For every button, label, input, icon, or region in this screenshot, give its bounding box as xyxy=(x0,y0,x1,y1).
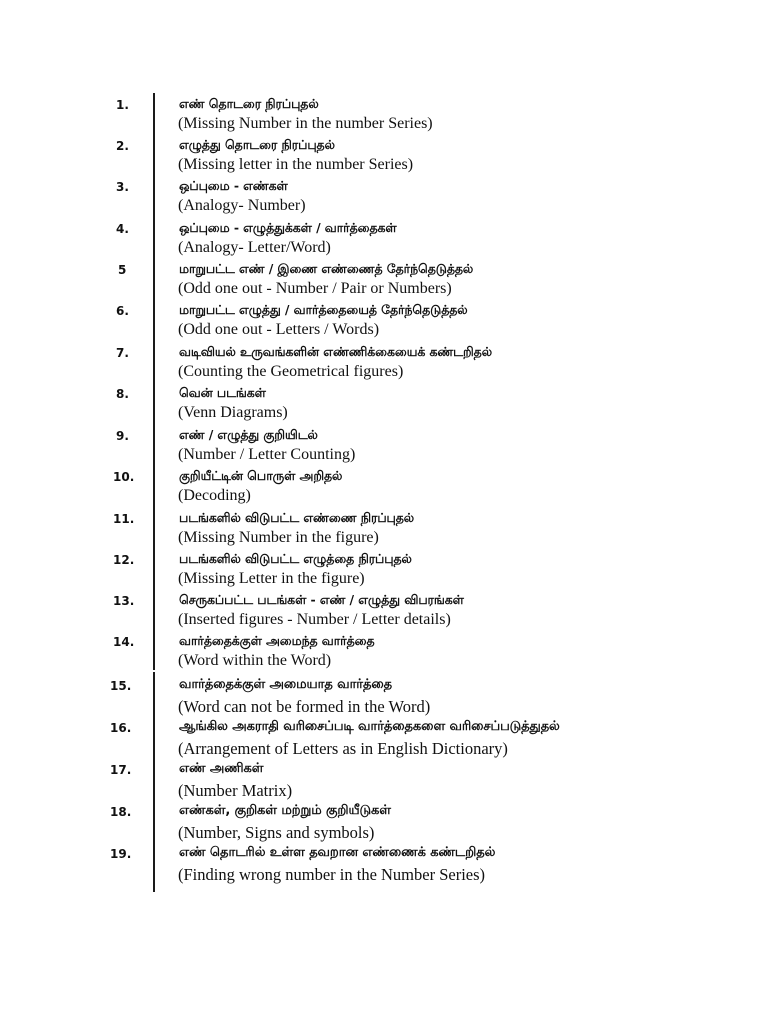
item-number: 2. xyxy=(116,139,129,153)
list-item xyxy=(0,96,768,138)
item-english-title: (Decoding) xyxy=(178,487,251,504)
item-english-title: (Odd one out - Number / Pair or Numbers) xyxy=(178,280,452,297)
list-item xyxy=(0,633,768,675)
list-item xyxy=(0,427,768,469)
item-english-title: (Missing Letter in the figure) xyxy=(178,570,365,587)
list-item xyxy=(0,468,768,510)
list-item xyxy=(0,261,768,303)
item-tamil-title: மாறுபட்ட எழுத்து / வார்த்தையைத் தேர்ந்தெடுத்தல் xyxy=(179,302,468,317)
item-english-title: (Number / Letter Counting) xyxy=(178,446,356,463)
item-number: 18. xyxy=(110,805,132,819)
item-number: 1. xyxy=(116,98,129,112)
item-tamil-title: வார்த்தைக்குள் அமைந்த வார்த்தை xyxy=(179,633,375,648)
item-number: 15. xyxy=(110,679,132,693)
item-number: 19. xyxy=(110,847,132,861)
item-english-title: (Missing Number in the number Series) xyxy=(178,115,433,132)
item-number: 14. xyxy=(113,635,135,649)
item-english-title: (Counting the Geometrical figures) xyxy=(178,363,404,380)
item-number: 3. xyxy=(116,180,129,194)
item-tamil-title: படங்களில் விடுபட்ட எழுத்தை நிரப்புதல் xyxy=(179,551,412,566)
list-item xyxy=(0,719,768,761)
item-number: 16. xyxy=(110,721,132,735)
item-english-title: (Word can not be formed in the Word) xyxy=(178,697,431,716)
list-item xyxy=(0,510,768,552)
item-number: 8. xyxy=(116,387,129,401)
list-item xyxy=(0,551,768,593)
list-item xyxy=(0,302,768,344)
item-english-title: (Venn Diagrams) xyxy=(178,404,288,421)
item-english-title: (Analogy- Letter/Word) xyxy=(178,239,331,256)
item-tamil-title: எண்கள், குறிகள் மற்றும் குறியீடுகள் xyxy=(179,803,391,818)
list-item xyxy=(0,803,768,845)
item-english-title: (Arrangement of Letters as in English Dictionary) xyxy=(178,739,508,758)
item-number: 10. xyxy=(113,470,135,484)
item-tamil-title: எண் தொடரை நிரப்புதல் xyxy=(179,96,319,111)
item-number: 12. xyxy=(113,553,135,567)
item-number: 13. xyxy=(113,594,135,608)
item-tamil-title: எண் அணிகள் xyxy=(179,761,264,776)
item-number: 4. xyxy=(116,222,129,236)
item-tamil-title: செருகப்பட்ட படங்கள் - எண் / எழுத்து விபரங்கள் xyxy=(179,592,464,607)
item-tamil-title: ஒப்புமை - எழுத்துக்கள் / வார்த்தைகள் xyxy=(179,220,397,235)
item-english-title: (Finding wrong number in the Number Series) xyxy=(178,865,486,884)
item-number: 7. xyxy=(116,346,129,360)
list-item xyxy=(0,220,768,262)
item-number: 9. xyxy=(116,429,129,443)
item-english-title: (Number, Signs and symbols) xyxy=(178,823,375,842)
item-english-title: (Inserted figures - Number / Letter details) xyxy=(178,611,451,628)
list-item xyxy=(0,178,768,220)
item-tamil-title: மாறுபட்ட எண் / இணை எண்ணைத் தேர்ந்தெடுத்தல் xyxy=(179,261,474,276)
list-item xyxy=(0,761,768,803)
item-english-title: (Word within the Word) xyxy=(178,652,332,669)
list-item xyxy=(0,137,768,179)
item-number: 11. xyxy=(113,512,135,526)
list-item xyxy=(0,677,768,719)
item-english-title: (Missing Number in the figure) xyxy=(178,529,379,546)
item-english-title: (Number Matrix) xyxy=(178,781,293,800)
list-item xyxy=(0,845,768,887)
item-tamil-title: ஒப்புமை - எண்கள் xyxy=(179,178,288,193)
item-number: 5 xyxy=(118,263,127,277)
item-tamil-title: எண் தொடரில் உள்ள தவறான எண்ணைக் கண்டறிதல் xyxy=(179,845,496,860)
item-number: 17. xyxy=(110,763,132,777)
item-tamil-title: ஆங்கில அகராதி வரிசைப்படி வார்த்தைகளை வரிசைப்படுத்துதல் xyxy=(179,719,560,734)
item-number: 6. xyxy=(116,304,129,318)
item-tamil-title: குறியீட்டின் பொருள் அறிதல் xyxy=(179,468,343,483)
list-item xyxy=(0,385,768,427)
item-english-title: (Odd one out - Letters / Words) xyxy=(178,321,380,338)
item-tamil-title: வடிவியல் உருவங்களின் எண்ணிக்கையைக் கண்டறிதல் xyxy=(179,344,492,359)
item-english-title: (Missing letter in the number Series) xyxy=(178,156,414,173)
item-tamil-title: படங்களில் விடுபட்ட எண்ணை நிரப்புதல் xyxy=(179,510,415,525)
item-tamil-title: வென் படங்கள் xyxy=(179,385,266,400)
item-tamil-title: எண் / எழுத்து குறியிடல் xyxy=(179,427,318,442)
item-english-title: (Analogy- Number) xyxy=(178,197,306,214)
list-item xyxy=(0,344,768,386)
item-tamil-title: வார்த்தைக்குள் அமையாத வார்த்தை xyxy=(179,677,393,692)
item-tamil-title: எழுத்து தொடரை நிரப்புதல் xyxy=(179,137,335,152)
list-item xyxy=(0,592,768,634)
